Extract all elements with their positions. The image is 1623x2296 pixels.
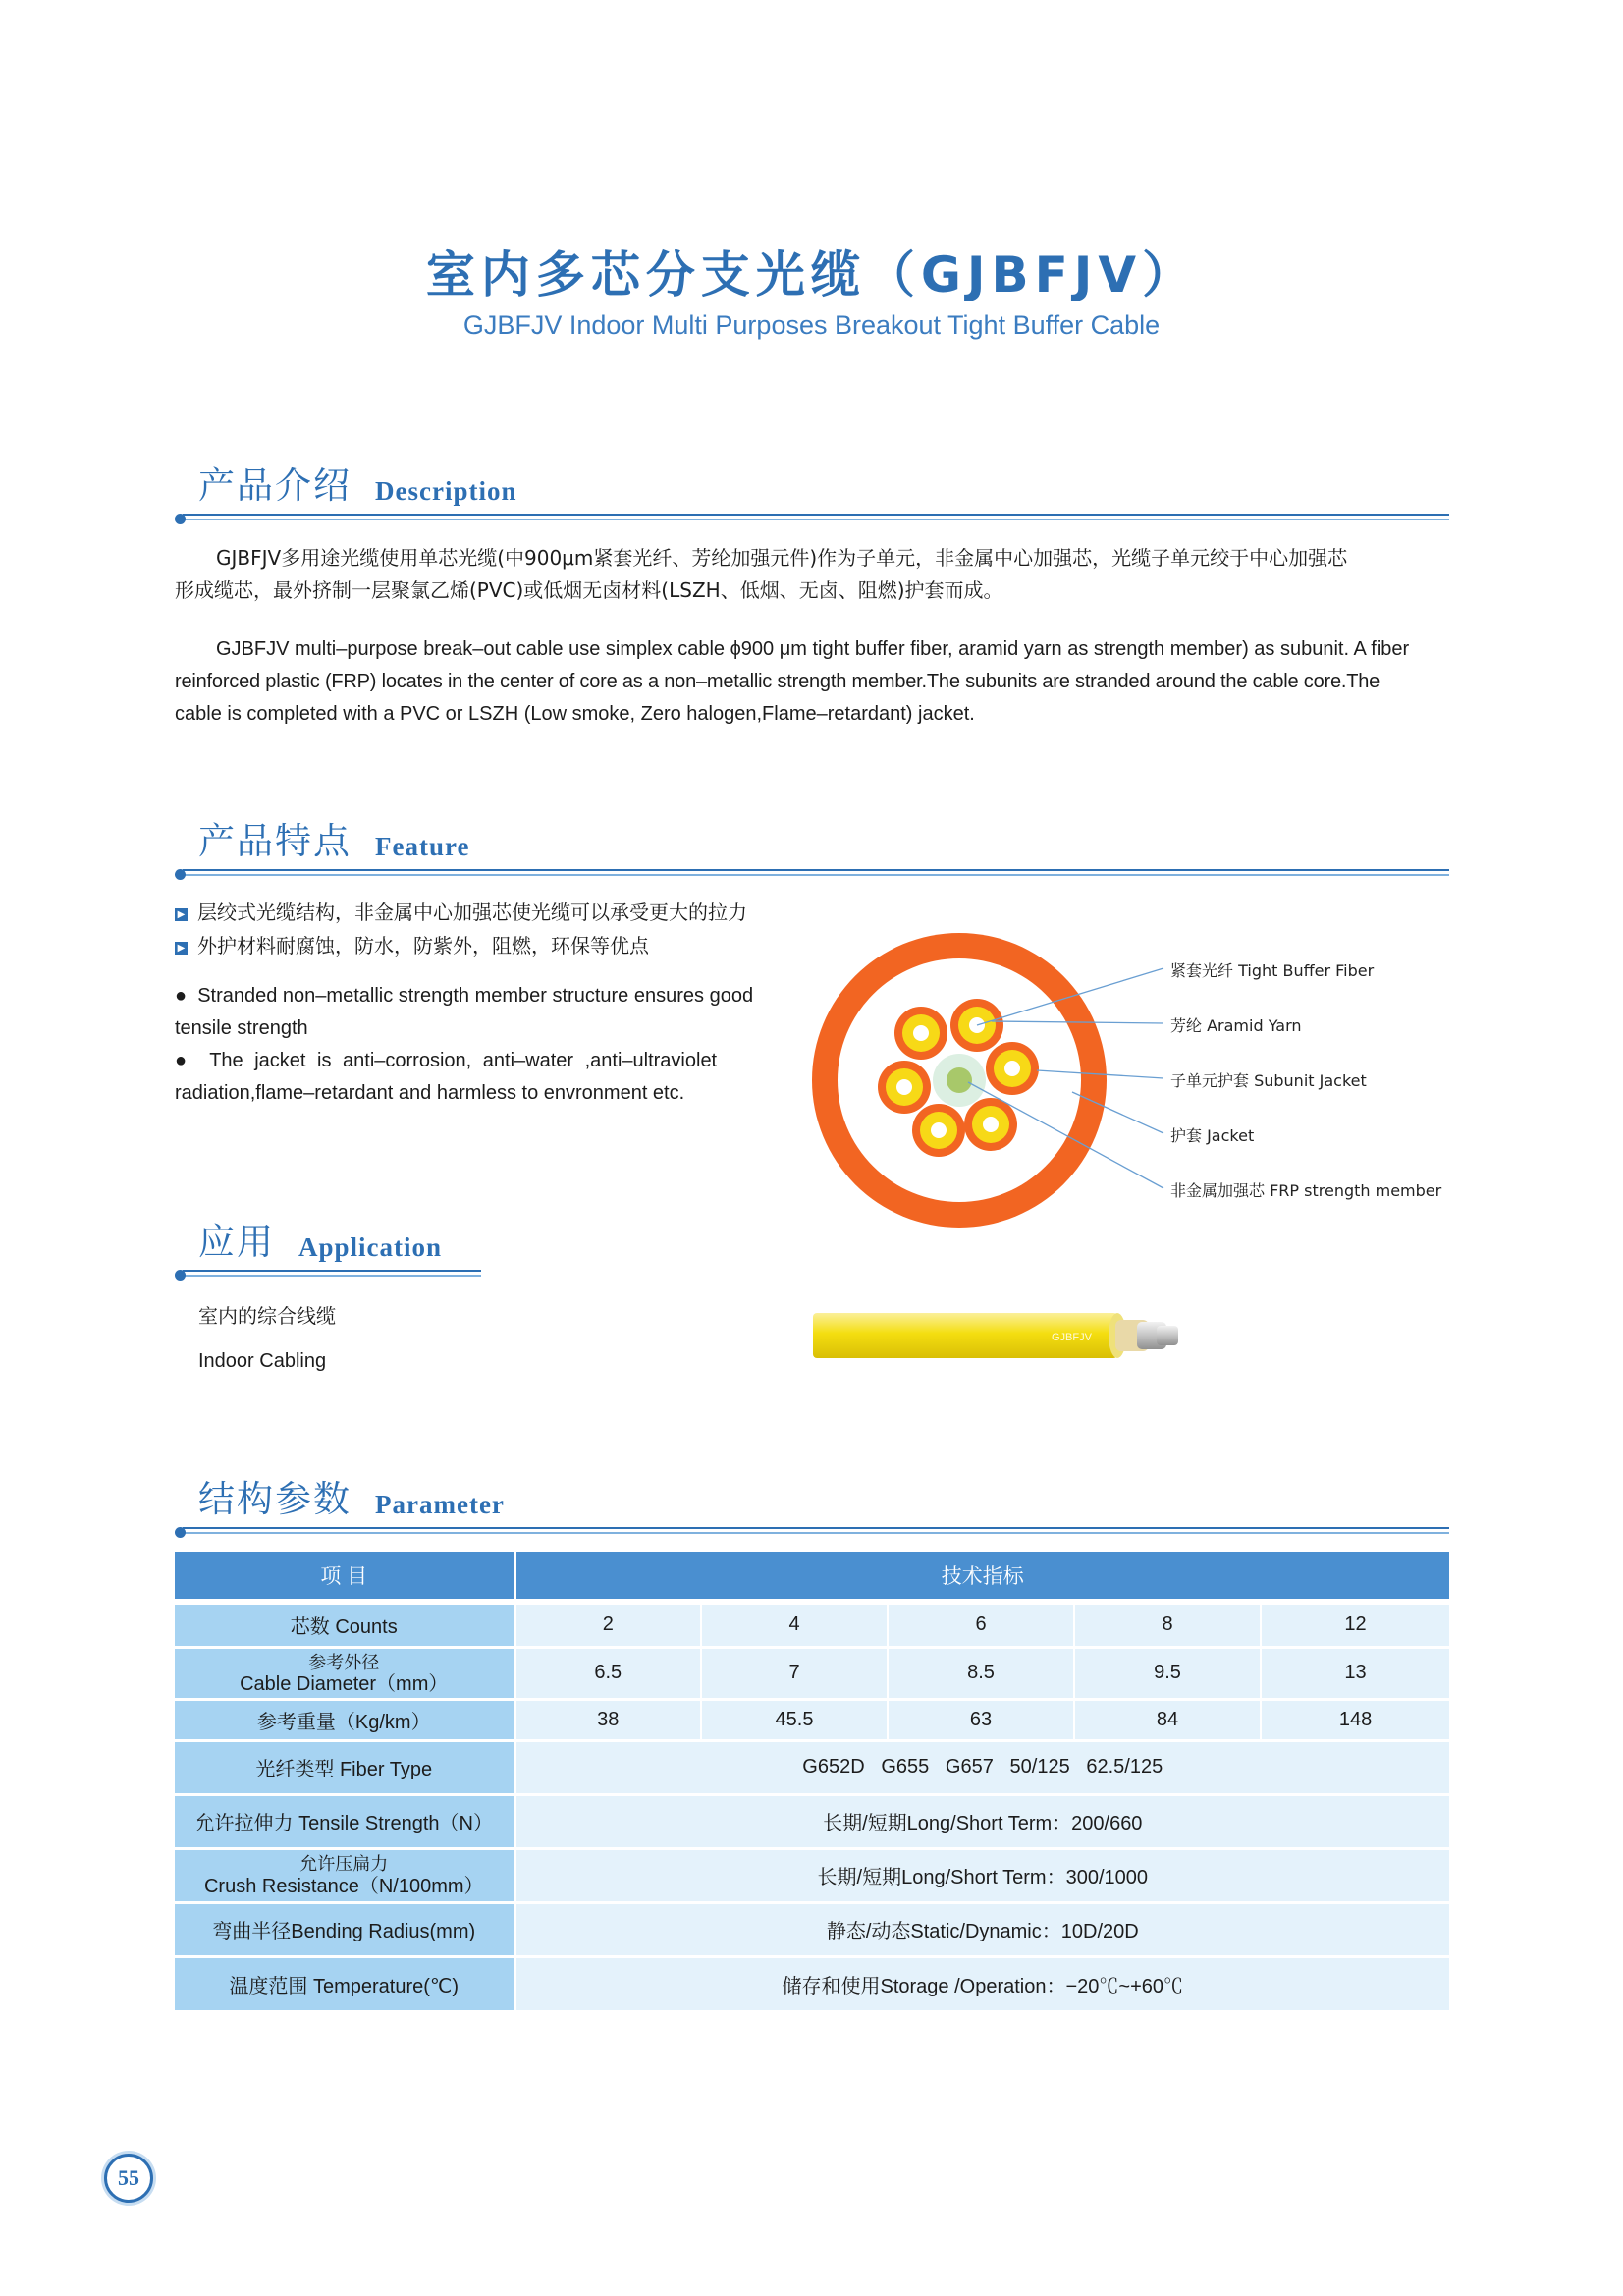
row-label: 允许压扁力 Crush Resistance（N/100mm） [175,1848,514,1902]
heading-rule [183,874,1449,876]
description-en-line: reinforced plastic (FRP) locates in the center of core as a non–metallic strength member.The subunits are stranded around the cable core.The [175,671,1380,692]
row-label: 允许拉伸力 Tensile Strength（N） [175,1794,514,1848]
col-header-spec: 技术指标 [514,1552,1449,1599]
heading-cn: 应用 [198,1221,275,1263]
arrow-right-icon: ▶ [175,942,188,955]
cell: 148 [1261,1699,1449,1740]
heading-rule [183,519,1449,520]
description-cn-line: 形成缆芯，最外挤制一层聚氯乙烯(PVC)或低烟无卤材料(LSZH、低烟、无卤、阻燃)护套而成。 [175,578,1003,602]
list-item: ● The jacket is anti–corrosion, anti–water ,anti–ultraviolet [175,1050,718,1071]
cell: 13 [1261,1647,1449,1699]
diagram-label: 芳纶 Aramid Yarn [1170,1016,1302,1035]
cell: 84 [1074,1699,1261,1740]
cell: 9.5 [1074,1647,1261,1699]
subunit [964,1098,1017,1151]
row-label: 芯数 Counts [175,1605,514,1647]
col-header-item: 项 目 [175,1552,514,1599]
cell: 45.5 [701,1699,888,1740]
list-item: ▶ 外护材料耐腐蚀，防水，防紫外，阻燃，环保等优点 [175,929,803,962]
frp-core [947,1067,972,1093]
diagram-label: 护套 Jacket [1170,1126,1255,1145]
heading-rule [183,1275,481,1277]
bullet-icon: ● [175,1050,210,1071]
row-label: 弯曲半径Bending Radius(mm) [175,1902,514,1956]
list-item-cont: radiation,flame–retardant and harmless to envronment etc. [175,1082,685,1104]
list-item: ● Stranded non–metallic strength member structure ensures good [175,985,754,1007]
subunit [894,1007,947,1060]
heading-rule [183,869,1449,871]
section-heading-application [175,1218,481,1277]
cell: 长期/短期Long/Short Term：200/660 [514,1794,1449,1848]
feature-cn-list [175,896,803,962]
application-text-cn: 室内的综合线缆 [198,1304,336,1328]
feature-en-list [175,980,797,1110]
cell: 储存和使用Storage /Operation：−20℃~+60℃ [514,1956,1449,2010]
cell: 63 [888,1699,1074,1740]
cell: G652D G655 G657 50/125 62.5/125 [514,1740,1449,1794]
application-text-en: Indoor Cabling [198,1350,327,1372]
subunit [912,1104,965,1157]
row-label: 参考外径 Cable Diameter（mm） [175,1647,514,1699]
table-row [175,1740,1449,1794]
description-cn-line: GJBFJV多用途光缆使用单芯光缆(中900μm紧套光纤、芳纶加强元件)作为子单元，非金属中心加强芯，光缆子单元绞于中心加强芯 [216,546,1348,570]
cell: 2 [514,1605,701,1647]
diagram-label: 紧套光纤 Tight Buffer Fiber [1170,961,1375,980]
cell: 7 [701,1647,888,1699]
row-label: 参考重量（Kg/km） [175,1699,514,1740]
subunit [986,1042,1039,1095]
diagram-label: 非金属加强芯 FRP strength member [1170,1181,1442,1200]
bullet-icon: ● [175,985,198,1007]
cell: 8 [1074,1605,1261,1647]
exposed-subunits [1115,1320,1178,1351]
cable-print: GJBFJV [1052,1332,1092,1343]
table-row [175,1605,1449,1647]
description-en [175,633,1451,731]
cable-illustration [811,1306,1184,1365]
heading-rule [183,1532,1449,1534]
heading-rule [183,1270,481,1272]
cell: 4 [701,1605,888,1647]
cell: 6 [888,1605,1074,1647]
heading-en: Feature [375,832,470,861]
section-heading-parameter [175,1475,1449,1534]
cell: 12 [1261,1605,1449,1647]
diagram-label: 子单元护套 Subunit Jacket [1170,1071,1367,1090]
table-header-row [175,1552,1449,1599]
table-row [175,1902,1449,1956]
heading-dot [175,514,186,524]
subunit [878,1061,931,1114]
section-heading-description [175,462,1449,520]
heading-cn: 产品介绍 [198,465,352,507]
page-number: 55 [104,2154,153,2203]
table-row [175,1956,1449,2010]
arrow-right-icon: ▶ [175,908,188,921]
description-cn [175,542,1451,607]
heading-dot [175,869,186,880]
section-heading-feature [175,817,1449,876]
table-row [175,1794,1449,1848]
heading-rule [183,1527,1449,1529]
description-en-line: cable is completed with a PVC or LSZH (Low smoke, Zero halogen,Flame–retardant) jacket. [175,703,975,725]
list-item-cont: tensile strength [175,1017,308,1039]
cell: 6.5 [514,1647,701,1699]
cell: 长期/短期Long/Short Term：300/1000 [514,1848,1449,1902]
heading-dot [175,1270,186,1281]
heading-en: Description [375,476,517,506]
cell: 38 [514,1699,701,1740]
heading-dot [175,1527,186,1538]
cell: 静态/动态Static/Dynamic：10D/20D [514,1902,1449,1956]
heading-cn: 产品特点 [198,820,352,862]
page-subtitle: GJBFJV Indoor Multi Purposes Breakout Tight Buffer Cable [462,310,1161,340]
table-row [175,1647,1449,1699]
heading-en: Application [298,1232,443,1262]
list-item: ▶ 层绞式光缆结构，非金属中心加强芯使光缆可以承受更大的拉力 [175,896,803,929]
heading-rule [183,514,1449,516]
parameter-table [175,1552,1449,2010]
table-row [175,1699,1449,1740]
heading-en: Parameter [375,1490,505,1519]
cell: 8.5 [888,1647,1074,1699]
description-en-line: GJBFJV multi–purpose break–out cable use simplex cable ϕ900 μm tight buffer fiber, aramid yarn as strength member) as subunit. A fiber [216,638,1410,660]
table-row [175,1848,1449,1902]
heading-cn: 结构参数 [198,1478,352,1520]
row-label: 光纤类型 Fiber Type [175,1740,514,1794]
row-label: 温度范围 Temperature(℃) [175,1956,514,2010]
page-title: 室内多芯分支光缆（GJBFJV） [425,246,1198,303]
